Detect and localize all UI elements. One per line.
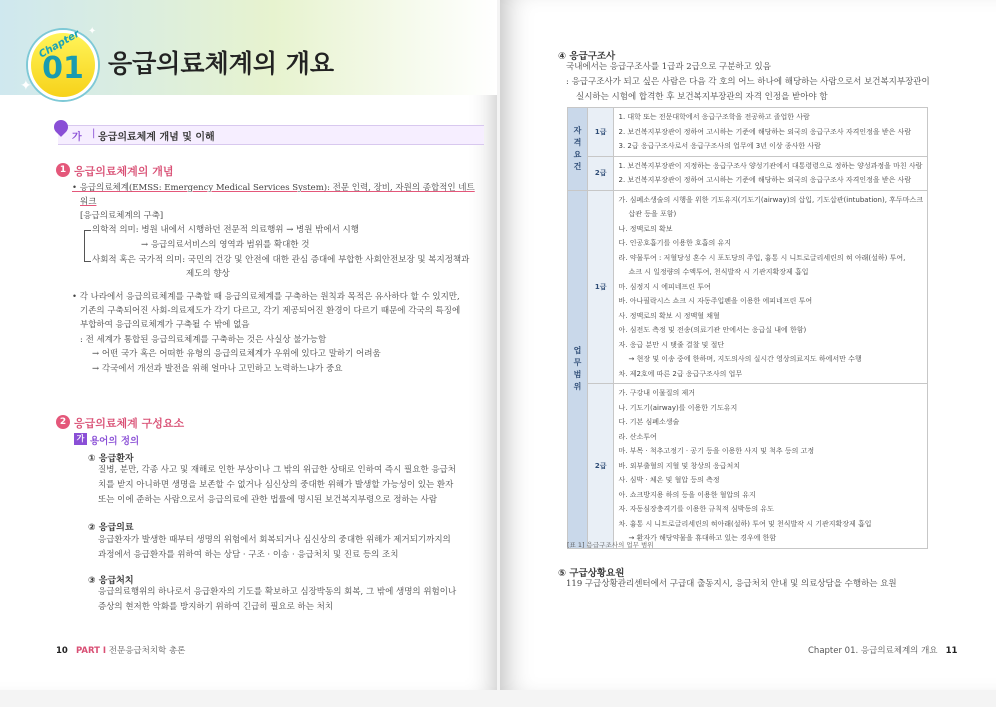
level-2: 2급 (587, 156, 614, 190)
sparkle-icon: ✦ (20, 78, 32, 94)
item4-title: ④ 응급구조사 (558, 51, 616, 62)
left-footer: 10 PART I 전문응급처치학 총론 (56, 646, 186, 656)
emss-def-cont: 워크 (80, 197, 97, 207)
sub-tag: 가 (74, 433, 87, 445)
medical-meaning-cont: → 응급의료서비스의 영역과 범위를 확대한 것 (141, 240, 310, 250)
item-text: 질병, 분만, 각종 사고 및 재해로 인한 부상이나 그 밖의 위급한 상태로 인하여 즉시 필요한 응급처 (98, 465, 456, 475)
social-meaning-cont: 제도의 향상 (186, 269, 230, 279)
item-text: 응급환자가 발생한 때부터 생명의 위험에서 회복되거나 심신상의 중대한 위해가 제거되기까지의 (98, 535, 451, 545)
sub-title: 용어의 정의 (90, 436, 140, 447)
item-text: 치를 받지 아니하면 생명을 보존할 수 없거나 심신상의 중대한 위해가 발생할 가능성이 있는 환자 (98, 480, 454, 490)
work-1-desc: 가. 심폐소생술의 시행을 위한 기도유지(기도기(airway)의 삽입, 기도삽관(intubation), 후두마스크 삽관 등을 포함) 나. 정맥로의 확보 다. 인공호흡기를 이용한 호흡의 유지 라. 약물투여 : 저혈당성 혼수 시 포도당의 주입, 흉통 시 니트로글리세린의 혀 아래(설하) 투여, 쇼크 시 일정량의 수액투여, 천식발작 시 기관지확장제 흡입 마. 심정지 시 에피네프린 투여 바. 아나필락시스 쇼크 시 자동주입펜을 이용한 에피네프린 투여 사. 정맥로의 확보 시 정맥혈 채혈 아. 심전도 측정 및 전송(의료기관 안에서는 응급실 내에 한함) 자. 응급 분만 시 탯줄 결찰 및 절단 → 현장 및 이송 중에 한하며, 지도의사의 실시간 영상의료지도 하에서만 수행 차. 제2호에 따른 2급 응급구조사의 업무 (614, 190, 928, 384)
bracket-line (84, 230, 91, 262)
item-text: 응급의료행위의 하나로서 응급환자의 기도를 확보하고 심장박동의 회복, 그 밖에 생명의 위험이나 (98, 587, 457, 597)
para-line: → 어떤 국가 혹은 어떠한 유형의 응급의료체계가 우위에 있다고 말하기 어려움 (92, 349, 381, 359)
medical-meaning: 의학적 의미: 병원 내에서 시행하던 전문적 의료행위 → 병원 밖에서 시행 (92, 225, 359, 235)
qual-1-desc: 1. 대학 또는 전문대학에서 응급구조학을 전공하고 졸업한 사람 2. 보건복지부장관이 정하여 고시하는 기준에 해당하는 외국의 응급구조사 자격인정을 받은 사람 3. 2급 응급구조사로서 응급구조사의 업무에 3년 이상 종사한 사람 (614, 108, 928, 157)
section1-title: 응급의료체계의 개념 (74, 165, 174, 178)
chapter-word: Chapter (37, 28, 82, 61)
table-row (568, 156, 928, 190)
sparkle-icon: ✦ (88, 26, 97, 37)
qual-2-desc: 1. 보건복지부장관이 지정하는 응급구조사 양성기관에서 대통령령으로 정하는 양성과정을 마친 사람 2. 보건복지부장관이 정하여 고시하는 기준에 해당하는 외국의 응급구조사 자격인정을 받은 사람 (614, 156, 928, 190)
qualification-table (567, 107, 928, 549)
para-line: 부합하여 응급의료체계가 구축될 수 밖에 없음 (80, 320, 250, 330)
cat-scope: 업 무 범 위 (568, 190, 588, 548)
item-title: ① 응급환자 (88, 454, 134, 464)
item5-title: ⑤ 구급상황요원 (558, 568, 625, 579)
level-1: 1급 (587, 108, 614, 157)
table-caption: [표 1] 응급구조사의 업무 범위 (567, 541, 654, 549)
chapter-number: 01 (42, 51, 84, 86)
item-text: 증상의 현저한 악화를 방지하기 위하여 긴급히 필요로 하는 처치 (98, 602, 334, 612)
item-title: ② 응급의료 (88, 523, 134, 533)
section-title: 응급의료체계 개념 및 이해 (98, 132, 215, 143)
level-2: 2급 (587, 384, 614, 549)
chapter-title: 응급의료체계의 개요 (108, 49, 335, 78)
social-meaning: 사회적 혹은 국가적 의미: 국민의 건강 및 안전에 대한 관심 증대에 부합한 사회안전보장 및 복지정책과 (92, 255, 470, 265)
para-line: 기존의 구축되어진 사회-의료제도가 각기 다르고, 각기 제공되어진 환경이 다르기 때문에 각국의 특징에 (80, 306, 461, 316)
table-row (568, 108, 928, 157)
emss-build-label: [응급의료체계의 구축] (80, 211, 164, 221)
table-row (568, 384, 928, 549)
emss-def: • 응급의료체계(EMSS: Emergency Medical Services System): 전문 인력, 장비, 자원의 종합적인 네트 (72, 183, 475, 193)
chapter-badge (28, 30, 98, 100)
number-badge: 2 (56, 415, 70, 429)
section-marker: 가 (72, 132, 82, 143)
left-page (0, 0, 497, 690)
para-line: → 각국에서 개선과 발전을 위해 얼마나 고민하고 노력하느냐가 중요 (92, 364, 343, 374)
table-row (568, 190, 928, 384)
level-1: 1급 (587, 190, 614, 384)
item-text: 과정에서 응급환자를 위하여 하는 상담 · 구조 · 이송 · 응급처치 및 진료 등의 조치 (98, 550, 399, 560)
work-2-desc: 가. 구강내 이물질의 제거 나. 기도기(airway)를 이용한 기도유지 다. 기본 심폐소생술 라. 산소투여 마. 부목 · 척추고정기 · 공기 등을 이용한 사지 및 척추 등의 고정 바. 외부출혈의 지혈 및 창상의 응급처치 사. 심박 · 체온 및 혈압 등의 측정 아. 쇼크방지용 하의 등을 이용한 혈압의 유지 자. 자동심장충격기를 이용한 규칙적 심박동의 유도 차. 흉통 시 니트로글리세린의 혀아래(설하) 투여 및 천식발작 시 기관지확장제 흡입 → 환자가 해당약물을 휴대하고 있는 경우에 한함 (614, 384, 928, 549)
para-line: • 각 나라에서 응급의료체계를 구축할 때 응급의료체계를 구축하는 원칙과 목적은 유사하다 할 수 있지만, (72, 292, 460, 302)
cat-qualification: 자 격 요 건 (568, 108, 588, 191)
number-badge: 1 (56, 163, 70, 177)
right-footer: Chapter 01. 응급의료체계의 개요 11 (808, 646, 958, 656)
item-title: ③ 응급처치 (88, 576, 134, 586)
item4-text: 실시하는 시험에 합격한 후 보건복지부장관의 자격 인정을 받아야 함 (576, 92, 828, 102)
section2-title: 응급의료체계 구성요소 (74, 417, 185, 430)
item4-text: : 응급구조사가 되고 싶은 사람은 다음 각 호의 어느 하나에 해당하는 사람으로서 보건복지부장관이 (566, 77, 930, 87)
section-divider: | (92, 128, 96, 139)
item-text: 또는 이에 준하는 사람으로서 응급의료에 관한 법률에 명시된 보건복지부령으로 정하는 사람 (98, 495, 438, 505)
item5-text: 119 구급상황관리센터에서 구급대 출동지시, 응급처치 안내 및 의료상담을 수행하는 요원 (566, 579, 897, 589)
item4-text: 국내에서는 응급구조사를 1급과 2급으로 구분하고 있음 (566, 62, 771, 72)
para-line: : 전 세계가 통합된 응급의료체계를 구축하는 것은 사실상 불가능함 (80, 335, 327, 345)
